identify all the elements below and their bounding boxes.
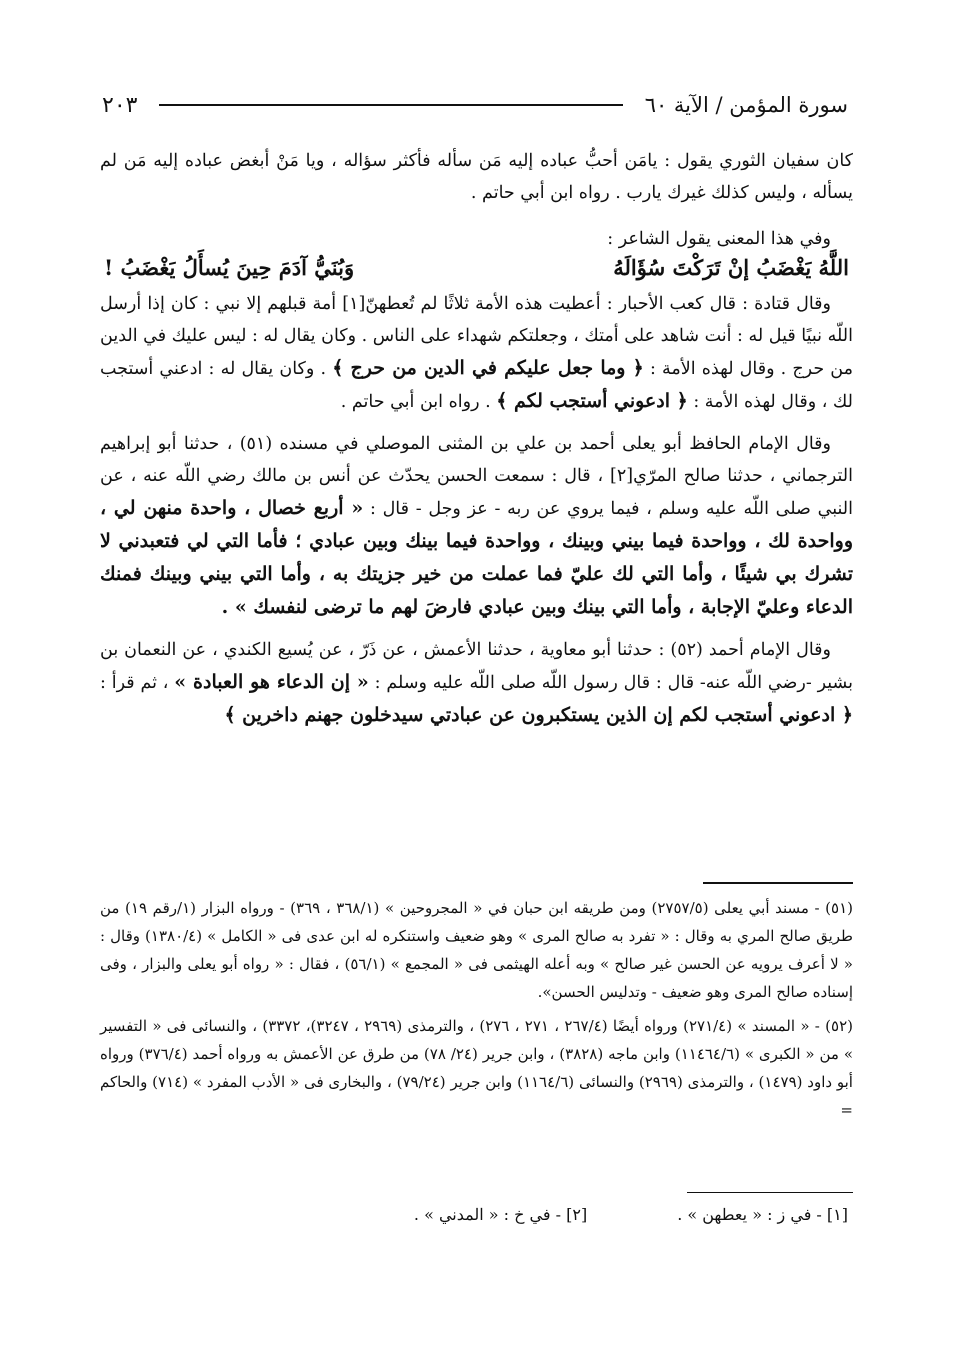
editorial-notes	[200, 1205, 848, 1224]
ahmad-text-b: ، ثم قرأ :	[100, 673, 169, 693]
qatada-text-a: وقال قتادة : قال كعب الأحبار : أعطيت هذه الأمة ثلاثًا لم تُعطهنّ[١] أمة قبلهم إلا نبي : كان إذا أرسل اللّه نبيًا قيل له : أنت شاهد على أمتك ، وجعلتكم شهداء على الناس . وكان يقال له : ليس عليك في الدين من حرج . وقال لهذه الأمة :	[100, 294, 853, 379]
abu-yala-text: وقال الإمام الحافظ أبو يعلى أحمد بن علي بن المثنى الموصلي في مسنده (٥١) ، حدثنا أبو إبراهيم الترجماني ، حدثنا صالح المرّي[٢] ، قال : سمعت الحسن يحدّث عن أنس بن مالك رضي اللّه عنه ، عن النبي صلى اللّه عليه وسلم ، فيما يروي عن ربه - عز وجل - قال :	[100, 434, 853, 519]
page-number: ٢٠٣	[102, 92, 138, 118]
quran-quote-ghafir-60: ﴿ ادعوني أستجب لكم إن الذين يستكبرون عن عبادتي سيدخلون جهنم داخرين ﴾	[224, 704, 853, 726]
poetry-verse	[100, 255, 853, 280]
footnote-51: (٥١) - مسند أبي يعلى (٢٧٥٧/٥) ومن طريقه ابن حبان في « المجروحين » (٣٦٨/١ ، ٣٦٩) - ورواه البزار (١/رقم ١٩) من طريق صالح المري به وقال : « تفرد به صالح المرى » وهو ضعيف واستنكره له ابن عدى فى « الكامل » (١٣٨٠/٤) وقال : « لا أعرف يرويه عن الحسن غير صالح » وبه أعله الهيثمى فى « المجمع » (٥٦/١) ، فقال : « رواه أبو يعلى والبزار ، وفى إسناده صالح المرى وهو ضعيف - وتدليس الحسن».	[100, 899, 854, 1001]
hadith-dua-ibada: « إن الدعاء هو العبادة »	[174, 671, 369, 693]
surah-title: سورة المؤمن / الآية ٦٠	[644, 93, 848, 117]
paragraph-ahmad	[100, 634, 853, 732]
hadith-four-traits: « أربع خصال ، واحدة منهن لي ، وواحدة لك ، وواحدة فيما بيني وبينك ، وواحدة فيما بينك وبين عبادي ؛ فأما التي لي فتعبدني لا تشرك بي شيئًا ، وأما التي لك عليّ فما عملت من خير جزيتك به ، وأما التي بيني وبينك فمنك الدعاء وعليّ الإجابة ، وأما التي بينك وبين عبادي فارضَ لهم ما ترضى لنفسك » .	[100, 497, 853, 618]
paragraph-abu-yala	[100, 428, 853, 624]
page-header	[102, 88, 848, 122]
note-1: [١] - في ز : « يعطهن » .	[677, 1205, 848, 1224]
verse-hemistich-right: اللَّهُ يَغْضَبُ إنْ تَرَكْتَ سُؤَالَهُ	[613, 255, 849, 280]
qatada-text-c: . رواه ابن أبي حاتم .	[340, 392, 491, 412]
footnote-52: (٥٢) - « المسند » (٢٧١/٤) ورواه أيضًا (٢٦٧/٤ ، ٢٧١ ، ٢٧٦) ، والترمذى (٢٩٦٩ ، ٣٢٤٧)، ٣٣٧٢) ، والنسائى فى « التفسير » من « الكبرى » (١١٤٦٤/٦) وابن ماجه (٣٨٢٨) ، وابن جرير (٢٤/ ٧٨) من طرق عن الأعمش به ورواه أحمد (٣٧٦/٤) ورواه أبو داود (١٤٧٩) ، والترمذى (٢٩٦٩) والنسائى (١١٦٤/٦) وابن جرير (٧٩/٢٤) ، والبخارى فى « الأدب المفرد » (٧١٤) والحاكم =	[100, 1017, 853, 1119]
quran-quote-haraj: ﴿ وما جعل عليكم في الدين من حرج ﴾	[332, 357, 644, 379]
verse-intro-text: وفي هذا المعنى يقول الشاعر :	[607, 229, 831, 249]
note-2: [٢] - في خ : « المدني » .	[413, 1205, 588, 1224]
qatada-text-b: . وكان يقال له : ادعني أستجب لك ، وقال لهذه الأمة :	[100, 359, 853, 412]
main-text	[100, 145, 853, 742]
notes-separator	[687, 1192, 853, 1193]
paragraph-sufyan: كان سفيان الثوري يقول : يامَن أحبُّ عباده إليه مَن سأله فأكثر سؤاله ، ويا مَنْ أبغض عباده إليه مَن لم يسأله ، وليس كذلك غيرك يارب . رواه ابن أبي حاتم .	[100, 151, 853, 203]
footnote-separator	[703, 882, 853, 884]
verse-hemistich-left: وَبُنَيُّ آدَمَ حِينَ يُسأَلُ يَغْضَبُ !	[104, 255, 355, 280]
footnotes	[100, 894, 853, 1130]
quran-quote-uduni: ﴿ ادعوني أستجب لكم ﴾	[496, 390, 688, 412]
verse-intro	[100, 223, 853, 255]
paragraph-qatada	[100, 288, 853, 418]
ahmad-text-a: وقال الإمام أحمد (٥٢) : حدثنا أبو معاوية ، حدثنا الأعمش ، عن ذَرّ ، عن يُسيع الكندي ، عن النعمان بن بشير -رضي اللّه عنه- قال : قال رسول اللّه صلى اللّه عليه وسلم :	[100, 640, 853, 693]
header-rule	[159, 104, 622, 106]
